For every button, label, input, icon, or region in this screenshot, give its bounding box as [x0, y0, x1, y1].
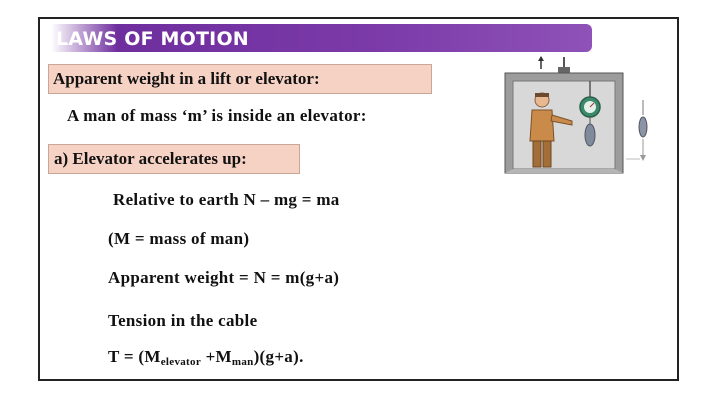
formula-subscript-elevator: elevator [160, 356, 202, 368]
intro-text: A man of mass ‘m’ is inside an elevator: [67, 106, 367, 125]
arrow-head-icon [538, 56, 544, 61]
tension-formula [108, 347, 304, 368]
tension-label: Tension in the cable [108, 311, 258, 330]
heading-box: Apparent weight in a lift or elevator: [48, 64, 432, 94]
elevator-man-spring-balance-illustration [500, 55, 660, 175]
mass-note: (M = mass of man) [108, 229, 250, 248]
fish-icon [585, 124, 595, 146]
formula-mid: +M [201, 347, 232, 366]
elevator-interior [513, 81, 615, 169]
side-fish-icon [639, 117, 647, 137]
case-box: a) Elevator accelerates up: [48, 144, 300, 174]
slide-title: LAWS OF MOTION [56, 28, 249, 50]
formula-start: T = (M [108, 347, 161, 366]
relative-equation: Relative to earth N – mg = ma [113, 190, 340, 209]
man-jacket [530, 110, 554, 141]
apparent-weight-equation: Apparent weight = N = m(g+a) [108, 268, 340, 287]
elevator-floor [505, 169, 623, 173]
formula-subscript-man: man [231, 356, 254, 368]
man-left-leg [533, 141, 541, 167]
down-arrow-icon [640, 155, 646, 161]
man-hair [535, 93, 549, 97]
formula-end: )(g+a). [253, 347, 304, 366]
man-right-leg [543, 141, 551, 167]
